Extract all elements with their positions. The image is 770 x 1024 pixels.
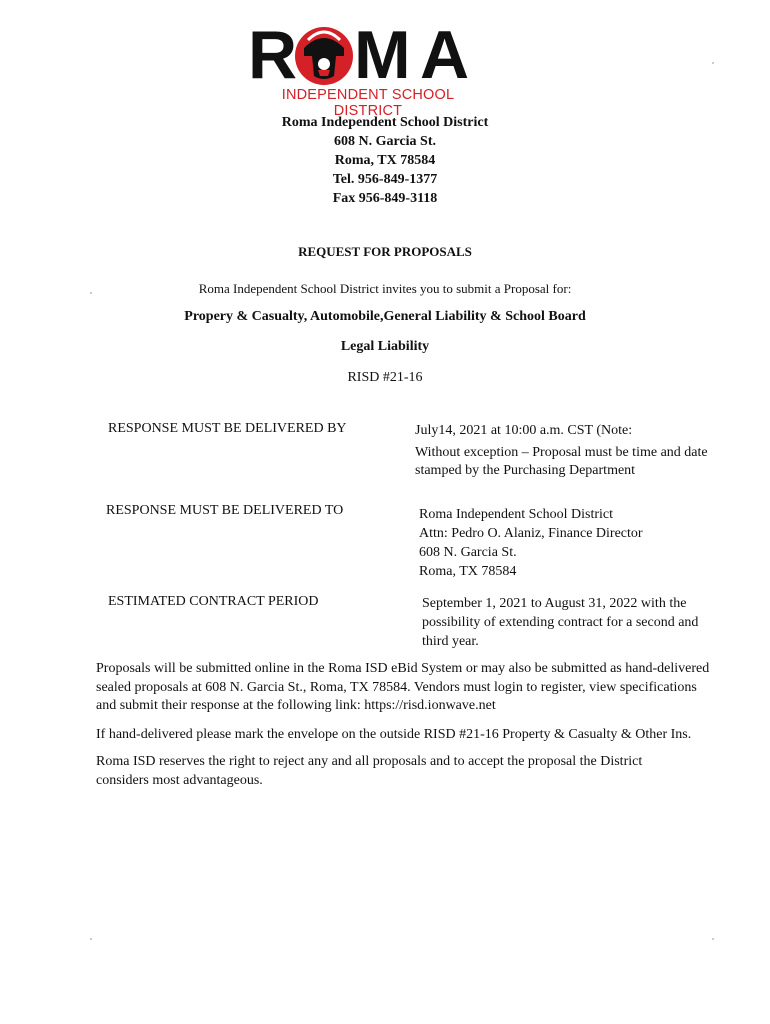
trojan-helmet-icon xyxy=(294,26,354,86)
rfp-subject-line-2: Legal Liability xyxy=(340,339,430,354)
submission-paragraph-line: sealed proposals at 608 N. Garcia St., Roma, TX 78584. Vendors must login to register, view specifications xyxy=(96,680,697,695)
scan-speck xyxy=(90,938,92,940)
rfp-subject-line-1: Propery & Casualty, Automobile,General Liability & School Board xyxy=(184,309,586,324)
district-street: 608 N. Garcia St. xyxy=(333,134,436,149)
logo-subtitle: INDEPENDENT SCHOOL DISTRICT xyxy=(281,87,455,119)
deliver-to-line: Roma Independent School District xyxy=(419,507,614,522)
submission-paragraph-line: and submit their response at the following link: https://risd.ionwave.net xyxy=(96,698,496,713)
district-city: Roma, TX 78584 xyxy=(334,153,436,168)
deadline-line: Without exception – Proposal must be time and date xyxy=(415,445,708,460)
rfp-heading: REQUEST FOR PROPOSALS xyxy=(298,244,472,259)
district-phone: Tel. 956-849-1377 xyxy=(332,172,438,187)
district-name: Roma Independent School District xyxy=(281,115,489,130)
reserve-rights-line: considers most advantageous. xyxy=(96,773,263,788)
contract-period-line: possibility of extending contract for a second and xyxy=(422,615,699,630)
deadline-label: RESPONSE MUST BE DELIVERED BY xyxy=(108,421,347,436)
logo-wordmark: R M A xyxy=(248,17,467,93)
deliver-to-line: 608 N. Garcia St. xyxy=(419,545,517,560)
deadline-line: July14, 2021 at 10:00 a.m. CST (Note: xyxy=(415,423,633,438)
rfp-number: RISD #21-16 xyxy=(347,370,423,385)
scan-speck xyxy=(712,938,714,940)
rfp-invite: Roma Independent School District invites you to submit a Proposal for: xyxy=(198,281,572,296)
district-fax: Fax 956-849-3118 xyxy=(332,191,438,206)
deliver-to-line: Roma, TX 78584 xyxy=(419,564,517,579)
reserve-rights-line: Roma ISD reserves the right to reject any and all proposals and to accept the proposal the District xyxy=(96,754,643,769)
envelope-instruction: If hand-delivered please mark the envelope on the outside RISD #21-16 Property & Casualty & Other Ins. xyxy=(96,727,692,742)
submission-paragraph-line: Proposals will be submitted online in the Roma ISD eBid System or may also be submitted as hand-delivered xyxy=(96,661,710,676)
district-logo xyxy=(248,17,488,119)
scan-speck xyxy=(90,292,92,294)
deliver-to-line: Attn: Pedro O. Alaniz, Finance Director xyxy=(419,526,643,541)
deadline-line: stamped by the Purchasing Department xyxy=(415,463,636,478)
scan-speck xyxy=(712,62,714,64)
contract-period-label: ESTIMATED CONTRACT PERIOD xyxy=(108,594,319,609)
contract-period-line: September 1, 2021 to August 31, 2022 with the xyxy=(422,596,687,611)
contract-period-line: third year. xyxy=(422,634,479,649)
deliver-to-label: RESPONSE MUST BE DELIVERED TO xyxy=(106,503,344,518)
